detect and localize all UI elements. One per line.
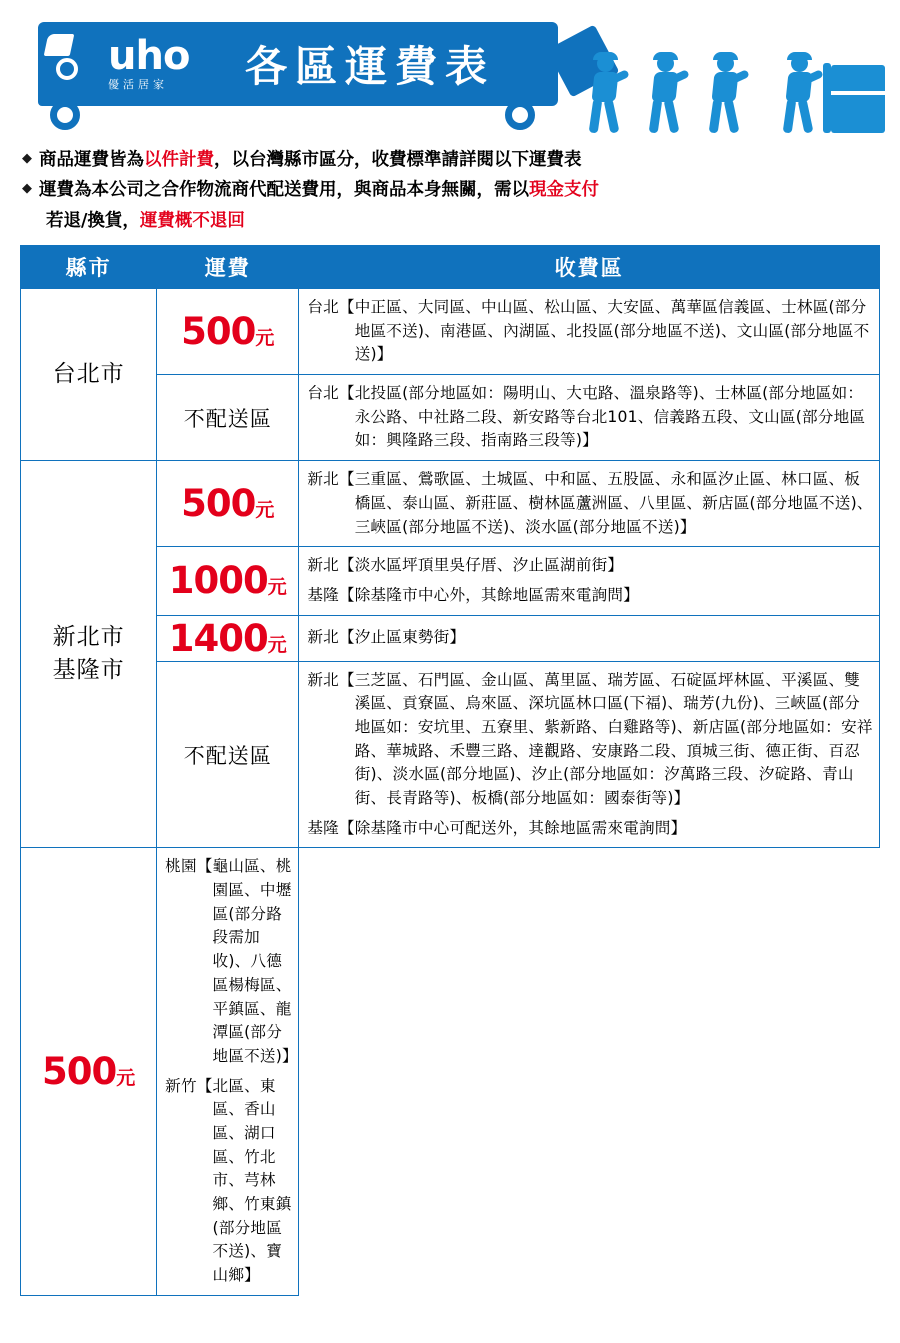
cell-fee: [157, 615, 299, 661]
dolly-icon: [823, 63, 831, 133]
zone-entry: [307, 554, 873, 578]
zone-region-body: 除基隆市中心可配送外，其餘地區需來電詢問】: [354, 818, 687, 837]
fee-unit: 元: [255, 327, 275, 350]
zone-region-label: 桃園【: [165, 857, 213, 876]
truck-window-icon: [44, 34, 75, 56]
note-text: [39, 176, 880, 204]
cell-fee: [157, 461, 299, 547]
cell-fee: [21, 848, 157, 1295]
zone-region-body: 三芝區、石門區、金山區、萬里區、瑞芳區、石碇區坪林區、平溪區、雙溪區、貢寮區、烏來區、深坑區林口區(下福)、瑞芳(九份)、三峽區(部分地區如：安坑里、五寮里、紫新路、白雞路等)、新店區(部分地區如：安祥路、華城路、禾豐三路、達觀路、安康路二段、頂城三街、德正街、百忍街)、淡水區(部分地區)、汐止(部分地區如：汐萬路三段、汐碇路、青山街、長青路等)、板橋(部分地區如：國泰街等)】: [354, 670, 873, 808]
cell-zone: [299, 289, 880, 375]
fee-no-delivery-label: 不配送區: [183, 743, 272, 768]
note-item: [22, 176, 880, 204]
zone-region-label: 新北【: [307, 470, 355, 489]
fee-unit: 元: [116, 1067, 136, 1090]
zone-entry: [307, 584, 873, 608]
fee-price: 1000元: [168, 559, 287, 603]
zone-region-label: 基隆【: [307, 818, 355, 837]
zone-entry: [307, 468, 873, 539]
cell-fee: [157, 661, 299, 848]
bullet-icon: ◆: [22, 181, 32, 197]
shipping-fee-table: [20, 245, 880, 1296]
cell-fee: [157, 289, 299, 375]
cell-zone: [299, 461, 880, 547]
cell-zone: [299, 375, 880, 461]
note-segment: ，以台灣縣市區分，收費標準請詳閱以下運費表: [214, 150, 582, 170]
table-row: [21, 289, 880, 375]
zone-region-label: 新北【: [307, 556, 355, 575]
zone-region-body: 汐止區東勢街】: [354, 628, 466, 647]
note-text: [39, 146, 880, 174]
fee-price: 1400元: [168, 616, 287, 660]
notes-list: [0, 146, 900, 235]
note-highlight: 運費概不退回: [139, 210, 245, 231]
zone-region-body: 龜山區、桃園區、中壢區(部分路段需加收)、八德區楊梅區、平鎮區、龍潭區(部分地區不送)】: [212, 857, 298, 1065]
zone-entry: [165, 855, 298, 1068]
zone-entry: [307, 626, 873, 650]
table-row: [21, 848, 880, 1295]
header-zone: 收費區: [299, 246, 880, 289]
fee-unit: 元: [255, 499, 275, 522]
banner: [0, 0, 900, 140]
zone-region-label: 新北【: [307, 670, 355, 689]
brand-logo-sub: 優活居家: [108, 78, 168, 91]
zone-entry: [307, 382, 873, 453]
note-item: [22, 207, 880, 235]
zone-entry: [307, 296, 873, 367]
zone-region-body: 除基隆市中心外，其餘地區需來電詢問】: [354, 585, 639, 604]
zone-region-label: 基隆【: [307, 585, 355, 604]
fee-price: 500元: [181, 310, 275, 354]
truck-emblem-icon: [56, 58, 78, 80]
zone-region-label: 台北【: [307, 298, 355, 317]
note-segment: 運費為本公司之合作物流商代配送費用，與商品本身無關，需以: [39, 180, 529, 201]
note-highlight: 現金支付: [529, 180, 599, 201]
note-segment: 若退/換貨，: [46, 210, 140, 231]
cell-zone: [157, 848, 299, 1295]
zone-region-label: 新竹【: [165, 1076, 213, 1095]
cell-fee: [157, 547, 299, 615]
zone-region-body: 中正區、大同區、中山區、松山區、大安區、萬華區信義區、士林區(部分地區不送)、南港區、內湖區、北投區(部分地區不送)、文山區(部分地區不送)】: [354, 298, 870, 364]
note-segment: 商品運費皆為: [39, 150, 144, 170]
cell-zone: [299, 547, 880, 615]
fee-price: 500元: [41, 1050, 136, 1094]
fee-unit: 元: [267, 633, 287, 656]
table-header-row: [21, 246, 880, 289]
mover-icon-group: [585, 28, 885, 133]
fee-no-delivery-label: 不配送區: [183, 406, 272, 431]
cell-fee: [157, 375, 299, 461]
zone-region-body: 北區、東區、香山區、湖口區、竹北市、芎林鄉、竹東鎮(部分地區不送)、寶山鄉】: [212, 1076, 292, 1285]
note-highlight: 以件計費: [144, 150, 214, 170]
truck-wheel-rear-icon: [505, 100, 535, 130]
mover-icon: [647, 55, 693, 133]
mover-icon: [707, 55, 753, 133]
zone-entry: [307, 817, 873, 841]
mover-icon: [781, 55, 827, 133]
box-icon: [831, 65, 885, 133]
brand-logo-main: uho: [108, 33, 190, 79]
note-item: [22, 146, 880, 174]
table-row: [21, 461, 880, 547]
bullet-icon: ◆: [22, 151, 32, 166]
page-title: 各區運費表: [245, 42, 496, 91]
table-body: [21, 289, 880, 1296]
zone-entry: [165, 1075, 292, 1288]
note-text: [46, 207, 880, 235]
cell-city: 台北市: [21, 289, 157, 461]
zone-region-body: 淡水區坪頂里吳仔厝、汐止區湖前街】: [354, 556, 624, 575]
mover-icon: [587, 55, 633, 133]
zone-region-label: 台北【: [307, 384, 355, 403]
header-fee: 運費: [157, 246, 299, 289]
header-city: 縣市: [21, 246, 157, 289]
zone-entry: [307, 669, 873, 811]
zone-region-body: 三重區、鶯歌區、土城區、中和區、五股區、永和區汐止區、林口區、板橋區、泰山區、新莊區、樹林區蘆洲區、八里區、新店區(部分地區不送)、三峽區(部分地區不送)、淡水區(部分地區不送)】: [354, 470, 873, 536]
cell-city: 新北市 基隆市: [21, 461, 157, 848]
fee-price: 500元: [181, 482, 275, 526]
zone-region-label: 新北【: [307, 628, 355, 647]
cell-zone: [299, 615, 880, 661]
brand-logo: [108, 33, 190, 91]
fee-unit: 元: [267, 576, 287, 599]
cell-zone: [299, 661, 880, 848]
zone-region-body: 北投區(部分地區如：陽明山、大屯路、溫泉路等)、士林區(部分地區如：永公路、中社路二段、新安路等台北101、信義路五段、文山區(部分地區如：興隆路三段、指南路三段等)】: [354, 384, 866, 450]
truck-wheel-front-icon: [50, 100, 80, 130]
